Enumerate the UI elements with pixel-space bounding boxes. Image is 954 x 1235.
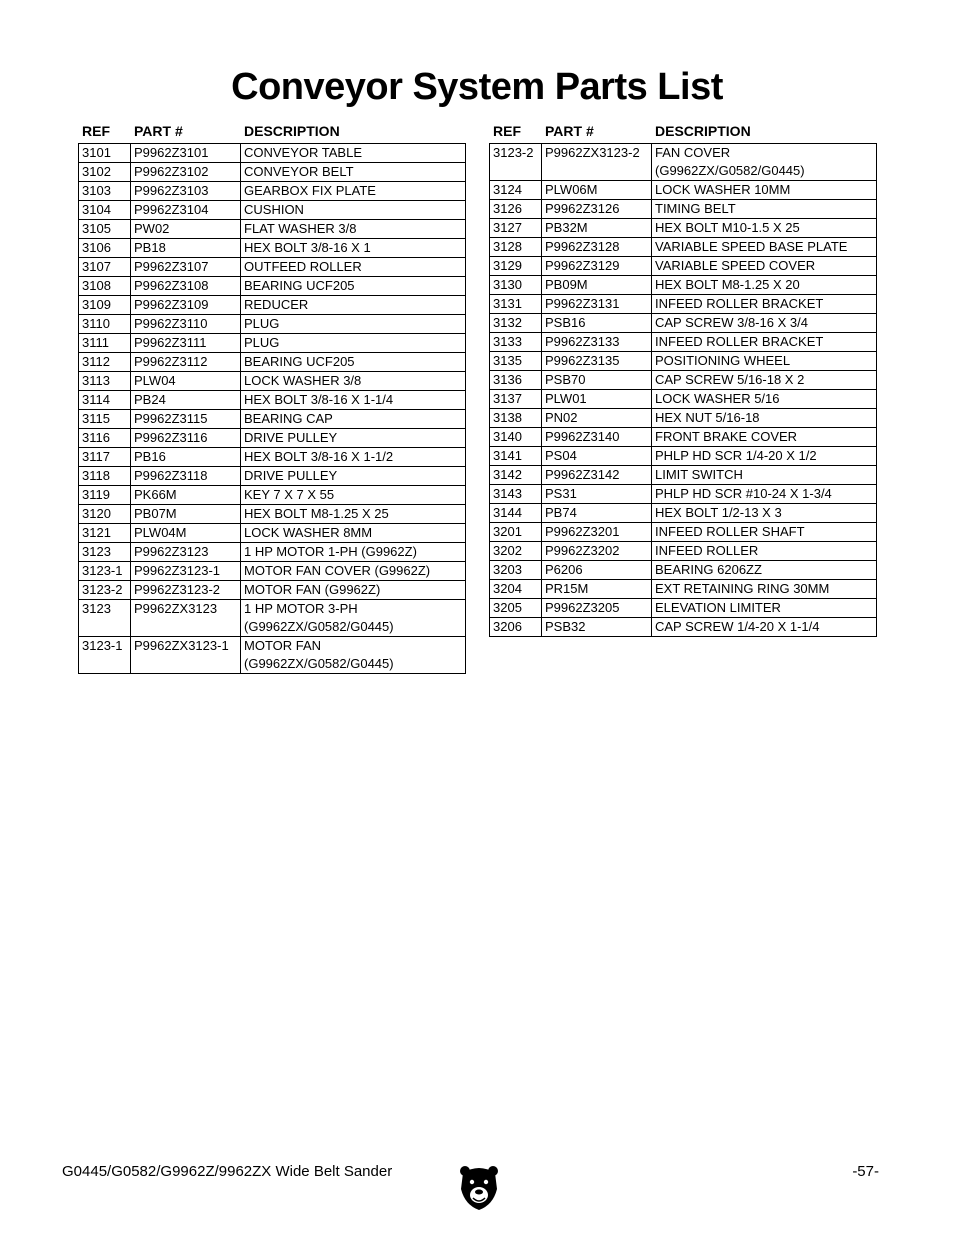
table-row — [490, 219, 877, 238]
description-cell: LOCK WASHER 10MM — [652, 181, 877, 200]
description-cell: 1 HP MOTOR 3-PH (G9962ZX/G0582/G0445) — [241, 600, 466, 637]
description-cell: INFEED ROLLER BRACKET — [652, 333, 877, 352]
description-cell: CUSHION — [241, 201, 466, 220]
ref-cell: 3136 — [490, 371, 542, 390]
part-number-cell: P9962Z3142 — [542, 466, 652, 485]
ref-cell: 3123 — [79, 600, 131, 637]
part-number-cell: P9962Z3133 — [542, 333, 652, 352]
table-row — [79, 182, 466, 201]
table-row — [490, 238, 877, 257]
table-row — [79, 543, 466, 562]
part-number-cell: PSB16 — [542, 314, 652, 333]
description-cell: OUTFEED ROLLER — [241, 258, 466, 277]
ref-cell: 3123-1 — [79, 562, 131, 581]
ref-cell: 3108 — [79, 277, 131, 296]
part-number-cell: P9962Z3123-1 — [131, 562, 241, 581]
part-header: PART # — [134, 122, 183, 139]
description-cell: CONVEYOR TABLE — [241, 144, 466, 163]
table-header — [78, 118, 466, 143]
description-cell: CAP SCREW 3/8-16 X 3/4 — [652, 314, 877, 333]
table-row — [490, 200, 877, 219]
description-cell: BEARING 6206ZZ — [652, 561, 877, 580]
part-number-cell: PB16 — [131, 448, 241, 467]
description-cell: PLUG — [241, 315, 466, 334]
part-number-cell: P9962ZX3123 — [131, 600, 241, 637]
ref-cell: 3103 — [79, 182, 131, 201]
table-row — [490, 409, 877, 428]
ref-cell: 3107 — [79, 258, 131, 277]
part-number-cell: P9962Z3108 — [131, 277, 241, 296]
part-number-cell: P9962Z3103 — [131, 182, 241, 201]
table-row — [490, 371, 877, 390]
ref-cell: 3102 — [79, 163, 131, 182]
ref-cell: 3123-2 — [79, 581, 131, 600]
part-number-cell: PLW06M — [542, 181, 652, 200]
description-header: DESCRIPTION — [655, 122, 751, 139]
table-row — [79, 637, 466, 674]
bear-head-logo-icon — [459, 1163, 499, 1211]
table-row — [490, 390, 877, 409]
part-number-cell: PK66M — [131, 486, 241, 505]
description-cell: PHLP HD SCR #10-24 X 1-3/4 — [652, 485, 877, 504]
part-number-cell: PSB32 — [542, 618, 652, 637]
description-cell: HEX NUT 5/16-18 — [652, 409, 877, 428]
part-number-cell: P9962Z3110 — [131, 315, 241, 334]
description-cell: MOTOR FAN (G9962ZX/G0582/G0445) — [241, 637, 466, 674]
table-row — [490, 352, 877, 371]
table-header — [489, 118, 877, 143]
part-number-cell: PB07M — [131, 505, 241, 524]
ref-cell: 3140 — [490, 428, 542, 447]
part-number-cell: PS31 — [542, 485, 652, 504]
description-cell: EXT RETAINING RING 30MM — [652, 580, 877, 599]
table-row — [490, 447, 877, 466]
table-row — [79, 239, 466, 258]
ref-cell: 3128 — [490, 238, 542, 257]
ref-cell: 3117 — [79, 448, 131, 467]
table-row — [490, 561, 877, 580]
parts-table-body — [79, 144, 466, 674]
table-row — [79, 600, 466, 637]
ref-cell: 3123-2 — [490, 144, 542, 181]
ref-cell: 3104 — [79, 201, 131, 220]
description-cell: HEX BOLT 3/8-16 X 1-1/4 — [241, 391, 466, 410]
part-number-cell: P9962Z3201 — [542, 523, 652, 542]
part-number-cell: P9962Z3118 — [131, 467, 241, 486]
ref-cell: 3202 — [490, 542, 542, 561]
description-cell: VARIABLE SPEED COVER — [652, 257, 877, 276]
part-number-cell: PSB70 — [542, 371, 652, 390]
parts-table-body — [490, 144, 877, 637]
description-cell: CAP SCREW 1/4-20 X 1-1/4 — [652, 618, 877, 637]
table-row — [79, 353, 466, 372]
part-number-cell: P9962Z3123-2 — [131, 581, 241, 600]
table-row — [490, 181, 877, 200]
table-row — [79, 201, 466, 220]
part-number-cell: P9962Z3101 — [131, 144, 241, 163]
description-cell: INFEED ROLLER BRACKET — [652, 295, 877, 314]
ref-cell: 3113 — [79, 372, 131, 391]
ref-cell: 3112 — [79, 353, 131, 372]
part-number-cell: P9962Z3205 — [542, 599, 652, 618]
description-cell: BEARING UCF205 — [241, 277, 466, 296]
description-cell: BEARING UCF205 — [241, 353, 466, 372]
part-number-cell: P9962Z3128 — [542, 238, 652, 257]
ref-cell: 3126 — [490, 200, 542, 219]
table-row — [490, 485, 877, 504]
table-row — [490, 314, 877, 333]
table-row — [490, 523, 877, 542]
ref-cell: 3115 — [79, 410, 131, 429]
parts-table-right — [489, 118, 877, 637]
description-cell: HEX BOLT M8-1.25 X 25 — [241, 505, 466, 524]
table-row — [490, 428, 877, 447]
description-cell: LOCK WASHER 5/16 — [652, 390, 877, 409]
description-cell: HEX BOLT M10-1.5 X 25 — [652, 219, 877, 238]
part-number-cell: PLW01 — [542, 390, 652, 409]
part-number-cell: P9962ZX3123-2 — [542, 144, 652, 181]
ref-cell: 3110 — [79, 315, 131, 334]
part-number-cell: P9962Z3109 — [131, 296, 241, 315]
ref-cell: 3111 — [79, 334, 131, 353]
ref-cell: 3142 — [490, 466, 542, 485]
part-number-cell: P9962ZX3123-1 — [131, 637, 241, 674]
part-number-cell: P6206 — [542, 561, 652, 580]
ref-cell: 3201 — [490, 523, 542, 542]
ref-cell: 3120 — [79, 505, 131, 524]
table-row — [490, 333, 877, 352]
ref-cell: 3123 — [79, 543, 131, 562]
table-row — [79, 410, 466, 429]
ref-cell: 3132 — [490, 314, 542, 333]
description-cell: HEX BOLT M8-1.25 X 20 — [652, 276, 877, 295]
part-number-cell: P9962Z3140 — [542, 428, 652, 447]
ref-header: REF — [493, 122, 521, 139]
ref-header: REF — [82, 122, 110, 139]
part-number-cell: PN02 — [542, 409, 652, 428]
ref-cell: 3114 — [79, 391, 131, 410]
table-row — [490, 504, 877, 523]
description-cell: LOCK WASHER 3/8 — [241, 372, 466, 391]
table-row — [79, 334, 466, 353]
description-cell: MOTOR FAN (G9962Z) — [241, 581, 466, 600]
table-row — [490, 276, 877, 295]
description-cell: KEY 7 X 7 X 55 — [241, 486, 466, 505]
table-row — [79, 429, 466, 448]
table-row — [79, 296, 466, 315]
part-number-cell: PB74 — [542, 504, 652, 523]
footer-model-text: G0445/G0582/G9962Z/9962ZX Wide Belt Sander — [62, 1163, 393, 1180]
description-cell: LIMIT SWITCH — [652, 466, 877, 485]
part-number-cell: P9962Z3104 — [131, 201, 241, 220]
description-cell: PHLP HD SCR 1/4-20 X 1/2 — [652, 447, 877, 466]
table-row — [79, 372, 466, 391]
description-cell: BEARING CAP — [241, 410, 466, 429]
part-number-cell: P9962Z3112 — [131, 353, 241, 372]
table-row — [490, 618, 877, 637]
ref-cell: 3127 — [490, 219, 542, 238]
description-cell: INFEED ROLLER — [652, 542, 877, 561]
description-cell: HEX BOLT 1/2-13 X 3 — [652, 504, 877, 523]
part-number-cell: PB18 — [131, 239, 241, 258]
ref-cell: 3109 — [79, 296, 131, 315]
description-cell: LOCK WASHER 8MM — [241, 524, 466, 543]
table-row — [79, 448, 466, 467]
table-row — [79, 486, 466, 505]
ref-cell: 3129 — [490, 257, 542, 276]
table-row — [79, 258, 466, 277]
parts-table-left — [78, 118, 466, 674]
description-cell: CONVEYOR BELT — [241, 163, 466, 182]
ref-cell: 3204 — [490, 580, 542, 599]
page-number: -57- — [852, 1163, 879, 1180]
table-row — [79, 220, 466, 239]
page-title: Conveyor System Parts List — [231, 66, 723, 108]
ref-cell: 3118 — [79, 467, 131, 486]
table-row — [79, 315, 466, 334]
table-row — [79, 505, 466, 524]
table-row — [490, 144, 877, 181]
ref-cell: 3205 — [490, 599, 542, 618]
description-cell: HEX BOLT 3/8-16 X 1-1/2 — [241, 448, 466, 467]
ref-cell: 3131 — [490, 295, 542, 314]
description-cell: INFEED ROLLER SHAFT — [652, 523, 877, 542]
table-row — [79, 562, 466, 581]
part-number-cell: PLW04M — [131, 524, 241, 543]
part-number-cell: P9962Z3126 — [542, 200, 652, 219]
part-number-cell: P9962Z3107 — [131, 258, 241, 277]
table-row — [490, 257, 877, 276]
ref-cell: 3137 — [490, 390, 542, 409]
description-cell: FAN COVER (G9962ZX/G0582/G0445) — [652, 144, 877, 181]
ref-cell: 3138 — [490, 409, 542, 428]
table-row — [79, 391, 466, 410]
description-header: DESCRIPTION — [244, 122, 340, 139]
ref-cell: 3121 — [79, 524, 131, 543]
description-cell: DRIVE PULLEY — [241, 429, 466, 448]
description-cell: CAP SCREW 5/16-18 X 2 — [652, 371, 877, 390]
ref-cell: 3101 — [79, 144, 131, 163]
description-cell: PLUG — [241, 334, 466, 353]
description-cell: MOTOR FAN COVER (G9962Z) — [241, 562, 466, 581]
table-row — [490, 599, 877, 618]
part-number-cell: PS04 — [542, 447, 652, 466]
description-cell: ELEVATION LIMITER — [652, 599, 877, 618]
table-row — [490, 580, 877, 599]
ref-cell: 3206 — [490, 618, 542, 637]
ref-cell: 3144 — [490, 504, 542, 523]
description-cell: 1 HP MOTOR 1-PH (G9962Z) — [241, 543, 466, 562]
table-row — [490, 295, 877, 314]
part-number-cell: P9962Z3123 — [131, 543, 241, 562]
part-number-cell: PB24 — [131, 391, 241, 410]
ref-cell: 3123-1 — [79, 637, 131, 674]
ref-cell: 3124 — [490, 181, 542, 200]
description-cell: GEARBOX FIX PLATE — [241, 182, 466, 201]
table-row — [79, 163, 466, 182]
part-number-cell: P9962Z3202 — [542, 542, 652, 561]
ref-cell: 3116 — [79, 429, 131, 448]
part-number-cell: PB32M — [542, 219, 652, 238]
ref-cell: 3143 — [490, 485, 542, 504]
part-number-cell: P9962Z3129 — [542, 257, 652, 276]
description-cell: DRIVE PULLEY — [241, 467, 466, 486]
part-number-cell: PW02 — [131, 220, 241, 239]
table-row — [79, 581, 466, 600]
part-number-cell: P9962Z3111 — [131, 334, 241, 353]
table-row — [79, 467, 466, 486]
description-cell: TIMING BELT — [652, 200, 877, 219]
description-cell: VARIABLE SPEED BASE PLATE — [652, 238, 877, 257]
table-row — [79, 277, 466, 296]
part-number-cell: P9962Z3135 — [542, 352, 652, 371]
description-cell: FRONT BRAKE COVER — [652, 428, 877, 447]
ref-cell: 3130 — [490, 276, 542, 295]
part-number-cell: PR15M — [542, 580, 652, 599]
ref-cell: 3203 — [490, 561, 542, 580]
table-row — [490, 466, 877, 485]
table-row — [490, 542, 877, 561]
part-number-cell: P9962Z3102 — [131, 163, 241, 182]
ref-cell: 3141 — [490, 447, 542, 466]
part-number-cell: P9962Z3116 — [131, 429, 241, 448]
table-row — [79, 524, 466, 543]
ref-cell: 3133 — [490, 333, 542, 352]
part-number-cell: P9962Z3131 — [542, 295, 652, 314]
ref-cell: 3106 — [79, 239, 131, 258]
part-header: PART # — [545, 122, 594, 139]
ref-cell: 3119 — [79, 486, 131, 505]
description-cell: HEX BOLT 3/8-16 X 1 — [241, 239, 466, 258]
ref-cell: 3135 — [490, 352, 542, 371]
description-cell: REDUCER — [241, 296, 466, 315]
ref-cell: 3105 — [79, 220, 131, 239]
part-number-cell: P9962Z3115 — [131, 410, 241, 429]
part-number-cell: PB09M — [542, 276, 652, 295]
table-row — [79, 144, 466, 163]
description-cell: POSITIONING WHEEL — [652, 352, 877, 371]
part-number-cell: PLW04 — [131, 372, 241, 391]
description-cell: FLAT WASHER 3/8 — [241, 220, 466, 239]
